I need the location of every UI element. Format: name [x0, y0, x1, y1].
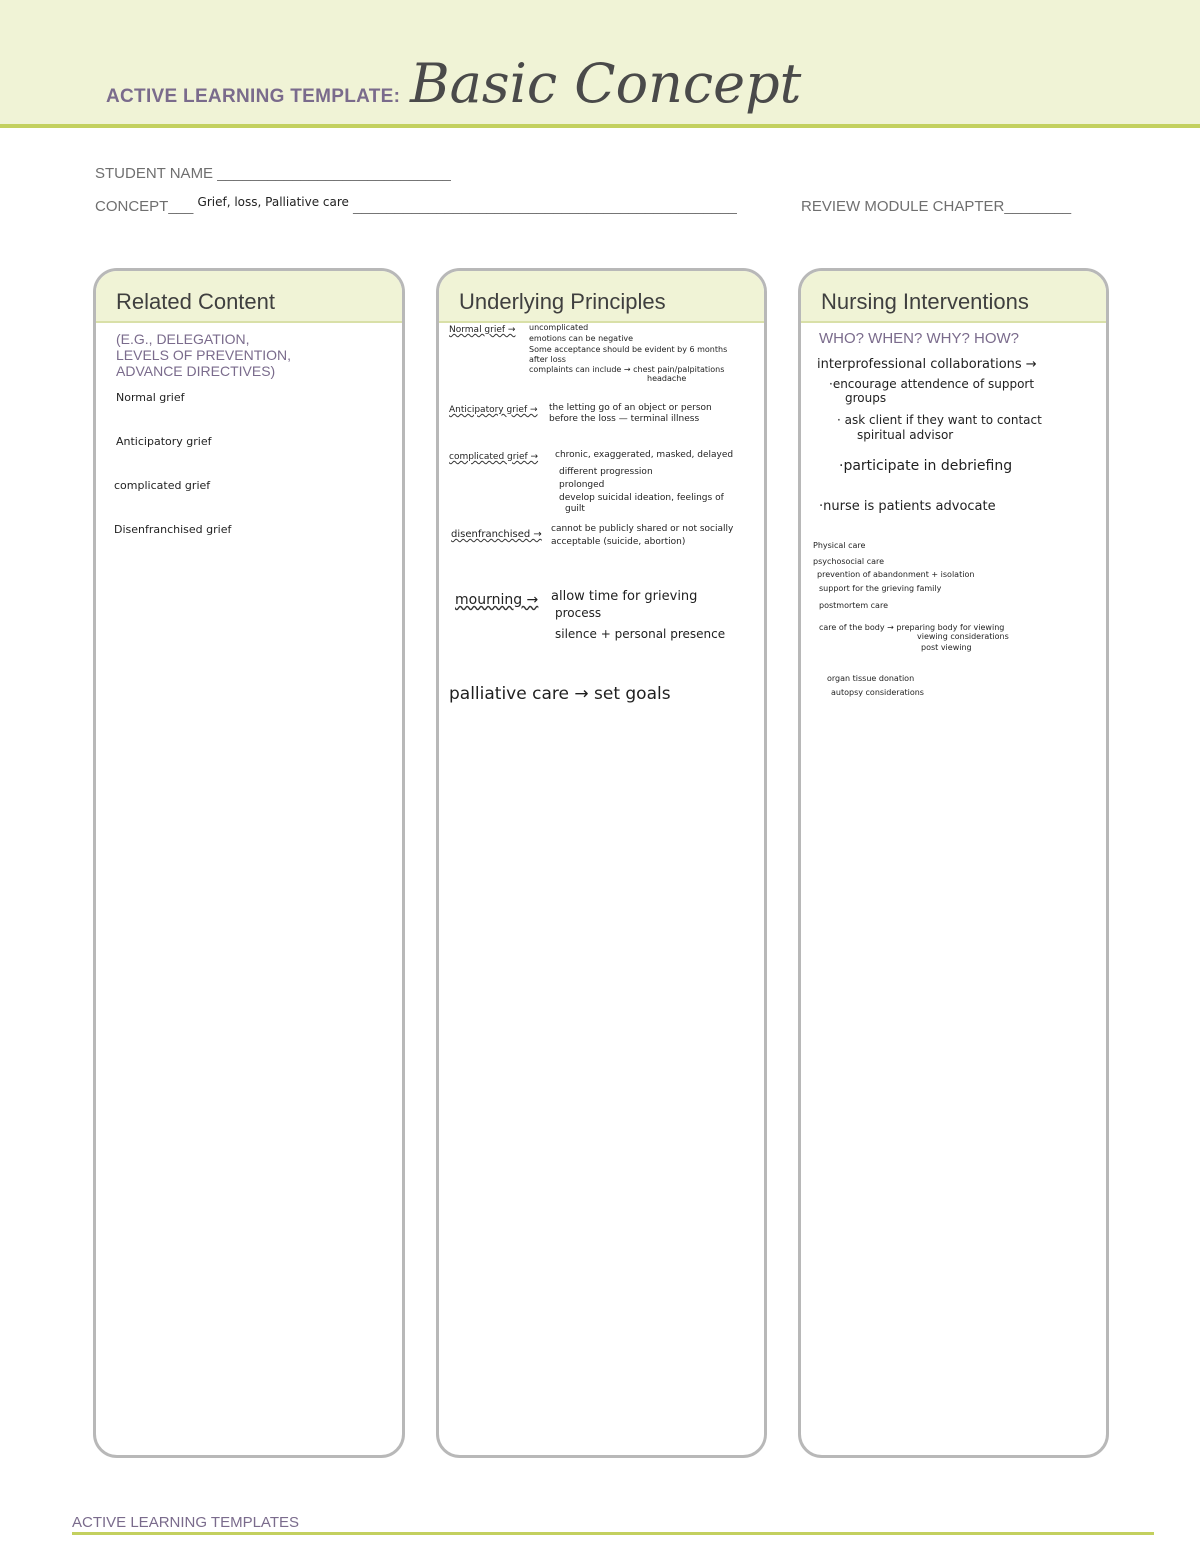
related-content-panel: [93, 268, 405, 1458]
care-line: autopsy considerations: [831, 688, 924, 697]
review-module-line: ________: [1004, 198, 1072, 215]
related-note: complicated grief: [114, 479, 211, 492]
principle-term: complicated grief →: [449, 452, 539, 462]
principle-term: Anticipatory grief →: [449, 405, 538, 415]
student-name-field[interactable]: [95, 165, 451, 182]
principle-line: emotions can be negative: [529, 334, 634, 343]
footer-text: ACTIVE LEARNING TEMPLATES: [72, 1514, 299, 1531]
principle-term: disenfranchised →: [451, 529, 542, 540]
concept-field[interactable]: [95, 195, 737, 215]
underlying-principles-title: Underlying Principles: [459, 289, 666, 314]
related-note: Anticipatory grief: [116, 435, 212, 448]
intervention-line: ·nurse is patients advocate: [819, 499, 996, 514]
related-content-title: Related Content: [116, 289, 275, 314]
subtitle-line: LEVELS OF PREVENTION,: [116, 347, 292, 363]
nursing-interventions-panel: [798, 268, 1109, 1458]
student-name-label: STUDENT NAME: [95, 165, 214, 182]
principle-line: after loss: [529, 355, 566, 364]
principle-line: Some acceptance should be evident by 6 months: [529, 345, 728, 354]
underlying-principles-panel: [436, 268, 767, 1458]
student-name-line: ____________________________: [217, 165, 451, 182]
care-line: viewing considerations: [917, 632, 1009, 641]
principle-line: prolonged: [559, 480, 605, 490]
subtitle-line: ADVANCE DIRECTIVES): [116, 363, 276, 379]
principle-line: complaints can include → chest pain/palpitations: [529, 365, 725, 374]
care-line: prevention of abandonment + isolation: [817, 570, 975, 579]
principle-line: chronic, exaggerated, masked, delayed: [555, 450, 734, 460]
principle-line: guilt: [565, 504, 585, 514]
related-note: Disenfranchised grief: [114, 523, 232, 536]
template-label: ACTIVE LEARNING TEMPLATE:: [106, 86, 401, 107]
principle-line: silence + personal presence: [555, 627, 726, 641]
care-line: support for the grieving family: [819, 584, 942, 593]
principle-line: different progression: [559, 467, 653, 477]
concept-value: Grief, loss, Palliative care: [197, 195, 349, 209]
care-line: post viewing: [921, 643, 972, 652]
subtitle-line: (E.G., DELEGATION,: [116, 331, 250, 347]
principle-line: process: [555, 606, 602, 620]
principle-term: mourning →: [455, 592, 539, 608]
concept-line-before: ___: [168, 198, 194, 215]
principle-line: uncomplicated: [529, 323, 589, 332]
principle-line: headache: [647, 374, 687, 383]
intervention-heading: interprofessional collaborations →: [817, 357, 1037, 372]
care-line: organ tissue donation: [827, 674, 915, 683]
care-line: psychosocial care: [813, 557, 885, 566]
related-note: Normal grief: [116, 391, 185, 404]
care-line: postmortem care: [819, 601, 888, 610]
intervention-line: groups: [845, 391, 887, 405]
principle-line: develop suicidal ideation, feelings of: [559, 493, 724, 503]
care-line: Physical care: [813, 541, 866, 550]
principle-line: allow time for grieving: [551, 589, 698, 604]
intervention-line: ·encourage attendence of support: [829, 377, 1035, 391]
concept-label: CONCEPT: [95, 198, 169, 215]
review-module-field[interactable]: [801, 198, 1071, 215]
review-module-label: REVIEW MODULE CHAPTER: [801, 198, 1005, 215]
nursing-interventions-title: Nursing Interventions: [821, 289, 1029, 314]
intervention-line: spiritual advisor: [857, 428, 954, 442]
footer-rule: [72, 1532, 1154, 1535]
concept-line-after: ______________________________________________: [353, 198, 737, 215]
principle-line: cannot be publicly shared or not socially: [551, 524, 734, 534]
principle-line: the letting go of an object or person: [549, 403, 712, 413]
intervention-line: ·participate in debriefing: [839, 458, 1013, 474]
care-line: care of the body → preparing body for viewing: [819, 623, 1005, 632]
related-content-subtitle: [116, 331, 291, 379]
intervention-line: · ask client if they want to contact: [837, 413, 1042, 427]
template-title: Basic Concept: [410, 52, 802, 115]
palliative-care-note: palliative care → set goals: [449, 684, 671, 704]
nursing-interventions-subtitle: WHO? WHEN? WHY? HOW?: [819, 330, 1020, 347]
principle-line: acceptable (suicide, abortion): [551, 537, 686, 547]
principle-line: before the loss — terminal illness: [549, 414, 700, 424]
principle-term: Normal grief →: [449, 325, 516, 335]
